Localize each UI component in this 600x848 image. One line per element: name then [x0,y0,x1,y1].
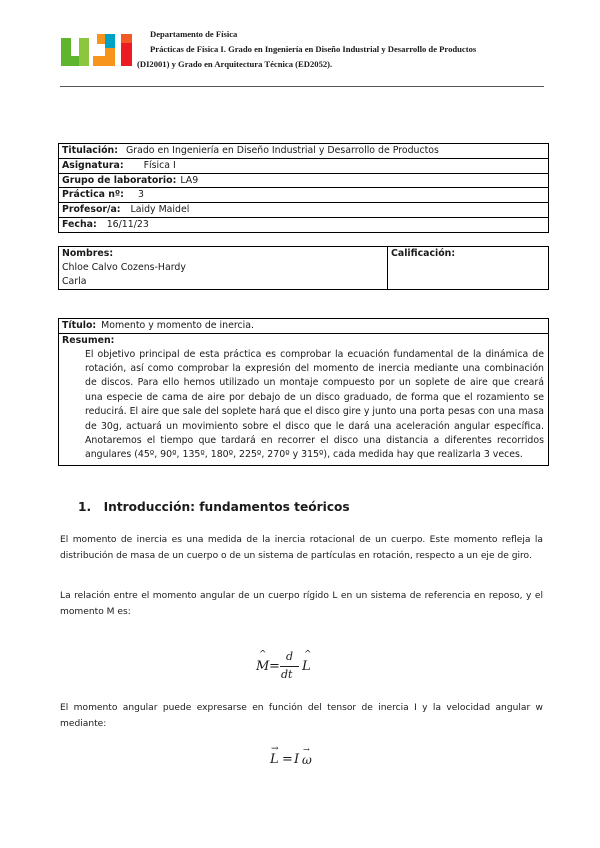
section-title: Introducción: fundamentos teóricos [103,500,350,514]
fecha-label: Fecha: [62,218,97,230]
grupo-label: Grupo de laboratorio: [62,174,177,186]
table-row [59,319,549,334]
names-table [58,246,549,290]
titulacion-label: Titulación: [62,145,118,156]
paragraph-2: La relación entre el momento angular de un cuerpo rígido L en un sistema de referencia en reposo, y el momento M es: [60,591,543,617]
course-line-2: (DI2001) y Grado en Arquitectura Técnica (ED2052). [137,59,333,69]
formula-2-i: I [294,752,300,767]
vector-arrow-icon: → [271,744,279,754]
table-row [59,333,549,465]
summary-text: El objetivo principal de esta práctica es comprobar la ecuación fundamental de la dinámica de rotación, así como comprobar la expresión del momento de inercia mediante una combinación de discos. Para ello hemos utilizado un montaje compuesto por un soplete de aire que creará una especie de cama de aire por debajo de un disco graduado, de forma que el rozamiento se reducirá. El aire que sale del soplete hará que el disco gire y junto una porta pesas con una masa de 30g, actuará un movimiento sobre el disco que le dará una aceleración angular específica. Anotaremos el tiempo que tardará en recorrer el disco una distancia a diferentes recorridos angulares (45º, 90º, 135º, 180º, 225º, 270º y 315º), cada medida hay que realizarla 3 veces. [85,348,544,461]
hat-icon: ^ [304,650,312,660]
formula-2-eq: = [282,752,293,767]
formula-1-eq: = [269,659,280,674]
titulacion-value: Grado en Ingeniería en Diseño Industrial y Desarrollo de Productos [125,145,439,156]
title-value: Momento y momento de inercia. [101,320,255,331]
profesor-label: Profesor/a: [62,204,121,216]
practica-value: 3 [137,189,144,201]
hat-icon: ^ [259,650,267,660]
table-row [59,173,549,188]
table-row [59,247,549,290]
asignatura-label: Asignatura: [62,159,124,171]
formula-1-num: d [286,650,294,663]
student-name-2: Carla [62,275,87,287]
table-row [59,144,549,159]
summary-table [58,318,549,466]
department-name: Departamento de Física [150,29,238,39]
formula-1-lhs: M [256,659,270,674]
formula-1-rhs: L [302,659,311,674]
formula-torque [256,650,346,690]
vector-arrow-icon: → [303,745,310,754]
grade-cell [388,247,549,290]
header-divider [60,86,544,87]
title-label: Título: [62,320,97,331]
profesor-value: Laidy Maidel [130,204,190,216]
uji-logo [60,30,134,68]
summary-label: Resumen: [62,334,115,346]
table-row [59,158,549,173]
practica-label: Práctica nº: [62,189,124,201]
fecha-value: 16/11/23 [106,218,149,230]
section-number: 1. [78,500,92,514]
grupo-value: LA9 [180,174,199,186]
grade-label: Calificación: [391,248,456,259]
table-row [59,188,549,203]
fraction-bar [280,666,299,667]
formula-1-den: dt [281,668,293,681]
course-bold: Prácticas de Física I. [150,44,226,54]
paragraph-3: El momento angular puede expresarse en función del tensor de inercia I y la velocidad angular w mediante: [60,703,543,729]
formula-2-w: ω [302,753,312,767]
table-row [59,217,549,232]
course-rest: Grado en Ingeniería en Diseño Industrial y Desarrollo de Productos [228,44,477,54]
table-row [59,203,549,218]
names-cell [59,247,388,290]
course-line-1 [150,42,476,57]
names-label: Nombres: [62,248,114,259]
formula-angular-momentum [270,744,340,774]
formula-2-lhs: L [270,752,279,767]
info-table [58,143,549,233]
student-name-1: Chloe Calvo Cozens-Hardy [62,261,186,273]
asignatura-value: Física I [143,159,176,171]
section-heading [78,500,350,514]
paragraph-1: El momento de inercia es una medida de la inercia rotacional de un cuerpo. Este momento refleja la distribución de masa de un cuerpo o de un sistema de partículas en rotación, respecto a un eje de giro. [60,535,543,561]
